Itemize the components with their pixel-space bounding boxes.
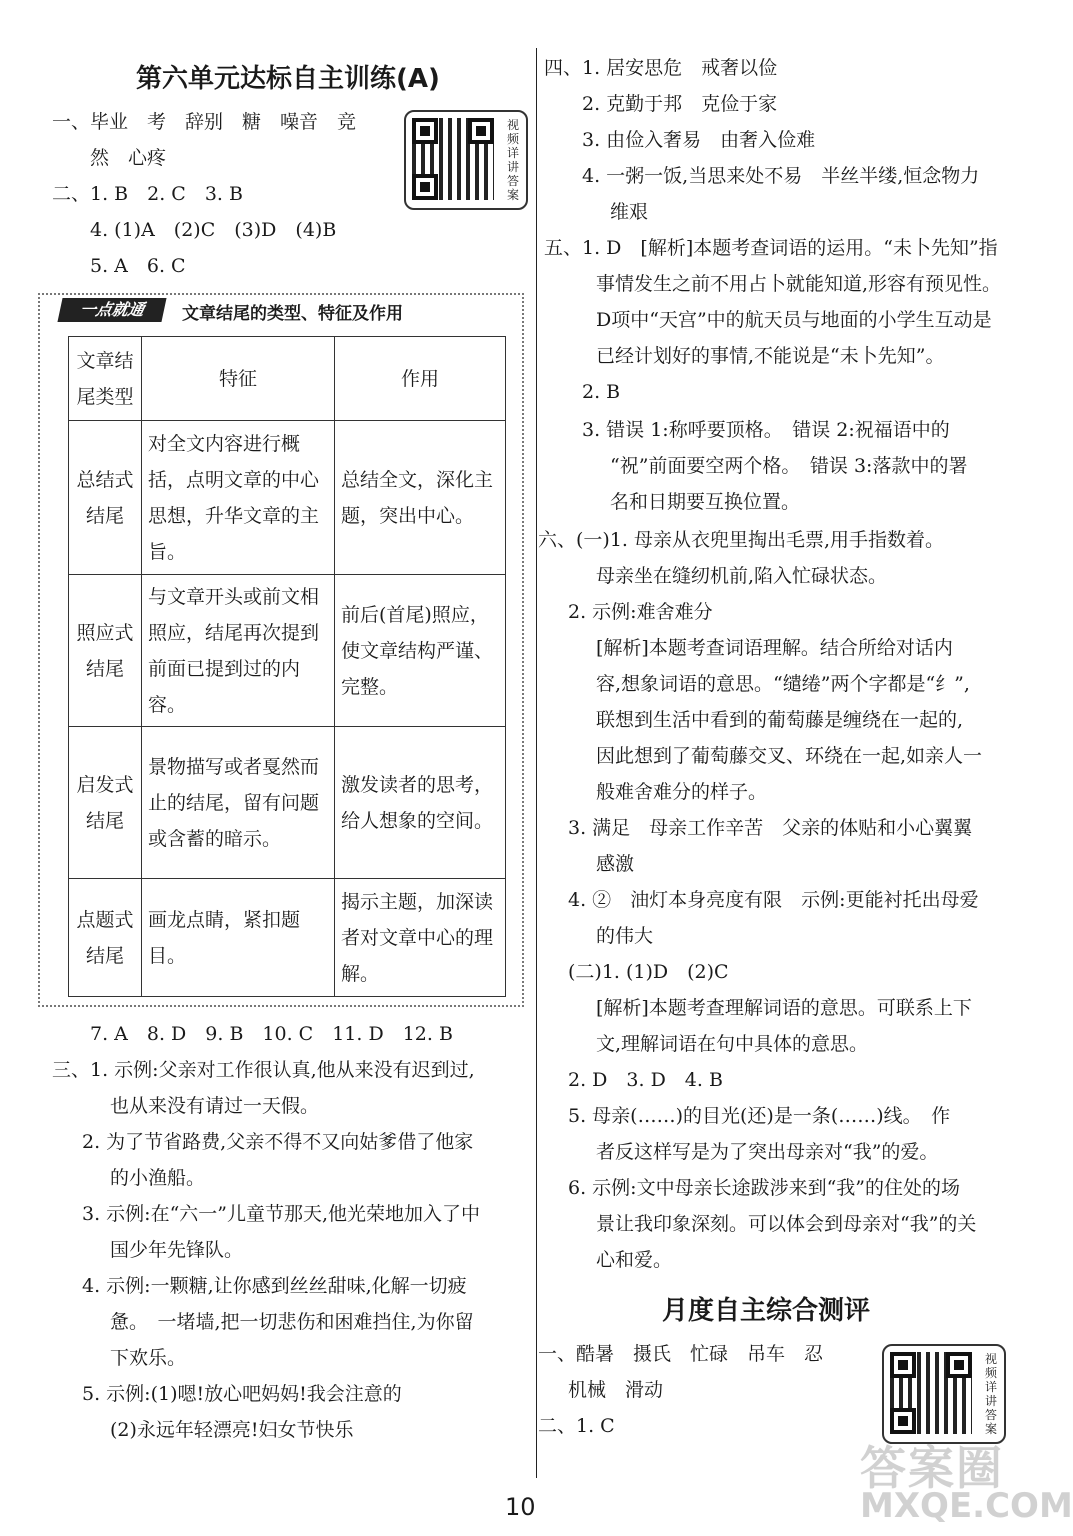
answer-line: 已经计划好的事情,不能说是“未卜先知”。 bbox=[596, 345, 945, 367]
qr-finder bbox=[890, 1352, 916, 1378]
table-cell: 画龙点睛，紧扣题目。 bbox=[142, 879, 335, 997]
answer-line: 2. 克勤于邦 克俭于家 bbox=[582, 93, 778, 115]
section-title: 第六单元达标自主训练(A) bbox=[136, 64, 440, 94]
answer-line: 然 心疼 bbox=[90, 147, 167, 169]
table-cell: 激发读者的思考，给人想象的空间。 bbox=[335, 727, 506, 879]
answer-line: 3. 错误 1:称呼要顶格。 错误 2:祝福语中的 bbox=[582, 419, 950, 441]
answer-line: 3. 示例:在“六一”儿童节那天,他光荣地加入了中 bbox=[82, 1203, 481, 1225]
answer-line: 文,理解词语在句中具体的意思。 bbox=[596, 1033, 869, 1055]
table-header: 文章结尾类型 bbox=[69, 337, 142, 421]
column-divider bbox=[536, 48, 537, 1478]
answer-line: 2. 为了节省路费,父亲不得不又向姑爹借了他家 bbox=[82, 1131, 474, 1153]
qr-finder bbox=[946, 1352, 972, 1378]
answer-line: 般难舍难分的样子。 bbox=[596, 781, 768, 803]
table-cell: 总结全文，深化主题，突出中心。 bbox=[335, 421, 506, 575]
qr-label: 视频详讲答案 bbox=[506, 118, 519, 202]
answer-line: 2. 示例:难舍难分 bbox=[568, 601, 713, 623]
answer-line: 感激 bbox=[596, 853, 635, 875]
answer-line: 也从来没有请过一天假。 bbox=[110, 1095, 320, 1117]
table-cell: 揭示主题，加深读者对文章中心的理解。 bbox=[335, 879, 506, 997]
answer-line: 景让我印象深刻。可以体会到母亲对“我”的关 bbox=[596, 1213, 977, 1235]
answer-line: 三、1. 示例:父亲对工作很认真,他从来没有迟到过, bbox=[52, 1059, 475, 1081]
tip-title: 文章结尾的类型、特征及作用 bbox=[182, 304, 403, 324]
answer-line: 2. D 3. D 4. B bbox=[568, 1069, 723, 1091]
table-cell: 点题式结尾 bbox=[69, 879, 142, 997]
answer-line: 惫。 一堵墙,把一切悲伤和困难挡住,为你留 bbox=[110, 1311, 474, 1333]
answer-line: 的小渔船。 bbox=[110, 1167, 206, 1189]
answer-line: 6. 示例:文中母亲长途跋涉来到“我”的住处的场 bbox=[568, 1177, 960, 1199]
answer-line: 联想到生活中看到的葡萄藤是缠绕在一起的, bbox=[596, 709, 964, 731]
qr-label: 视频详讲答案 bbox=[984, 1352, 997, 1436]
answer-line: 2. B bbox=[582, 381, 621, 403]
answer-line: 5. 示例:(1)嗯!放心吧妈妈!我会注意的 bbox=[82, 1383, 402, 1405]
answer-line: “祝”前面要空两个格。 错误 3:落款中的署 bbox=[610, 455, 968, 477]
table-row bbox=[69, 421, 506, 575]
answer-line: 名和日期要互换位置。 bbox=[610, 491, 801, 513]
answer-line: (二)1. (1)D (2)C bbox=[568, 961, 729, 983]
qr-finder bbox=[412, 174, 438, 200]
page-number: 10 bbox=[505, 1493, 536, 1521]
table-cell: 启发式结尾 bbox=[69, 727, 142, 879]
answer-line: 二、1. B 2. C 3. B bbox=[52, 183, 243, 205]
answer-line: 四、1. 居安思危 戒奢以俭 bbox=[544, 57, 778, 79]
table-header: 特征 bbox=[142, 337, 335, 421]
answer-line: 机械 滑动 bbox=[568, 1379, 664, 1401]
table-cell: 前后(首尾)照应，使文章结构严谨、完整。 bbox=[335, 575, 506, 727]
table-row bbox=[69, 727, 506, 879]
answer-line: D项中“天宫”中的航天员与地面的小学生互动是 bbox=[596, 309, 992, 331]
answer-line: 3. 由俭入奢易 由奢入俭难 bbox=[582, 129, 816, 151]
answer-line: 一、毕业 考 辞别 糖 噪音 竞 bbox=[52, 111, 357, 133]
qr-code[interactable] bbox=[404, 110, 528, 210]
answer-line: 者反这样写是为了突出母亲对“我”的爱。 bbox=[596, 1141, 939, 1163]
answer-line: (2)永远年轻漂亮!妇女节快乐 bbox=[110, 1419, 354, 1441]
answer-line: 维艰 bbox=[610, 201, 649, 223]
watermark-logo bbox=[850, 1432, 1073, 1528]
qr-code[interactable] bbox=[882, 1344, 1006, 1444]
answer-line: 一、酷暑 摄氏 忙碌 吊车 忍 bbox=[538, 1343, 824, 1365]
answer-line: 心和爱。 bbox=[596, 1249, 673, 1271]
answer-line: 4. ② 油灯本身亮度有限 示例:更能衬托出母爱 bbox=[568, 889, 979, 911]
table-row bbox=[69, 575, 506, 727]
answer-line: 4. 示例:一颗糖,让你感到丝丝甜味,化解一切疲 bbox=[82, 1275, 467, 1297]
answer-line: 因此想到了葡萄藤交叉、环绕在一起,如亲人一 bbox=[596, 745, 983, 767]
section-title: 月度自主综合测评 bbox=[662, 1296, 871, 1326]
answer-line: 下欢乐。 bbox=[110, 1347, 187, 1369]
table-cell: 对全文内容进行概括，点明文章的中心思想，升华文章的主旨。 bbox=[142, 421, 335, 575]
watermark-text: 答案圈 bbox=[860, 1441, 1004, 1495]
answer-line: 六、(一)1. 母亲从衣兜里掏出毛票,用手指数着。 bbox=[538, 529, 945, 551]
tip-badge: 一点就通 bbox=[57, 298, 166, 322]
answer-line: 国少年先锋队。 bbox=[110, 1239, 244, 1261]
table-header-row bbox=[69, 337, 506, 421]
table-header: 作用 bbox=[335, 337, 506, 421]
answer-line: 二、1. C bbox=[538, 1415, 615, 1437]
answer-line: 5. A 6. C bbox=[90, 255, 186, 277]
qr-finder bbox=[412, 118, 438, 144]
qr-finder bbox=[890, 1408, 916, 1434]
answer-line: 事情发生之前不用占卜就能知道,形容有预见性。 bbox=[596, 273, 1002, 295]
table-cell: 与文章开头或前文相照应，结尾再次提到前面已提到过的内容。 bbox=[142, 575, 335, 727]
answer-line: 容,想象词语的意思。“缱绻”两个字都是“纟”, bbox=[596, 673, 970, 695]
answer-line: 4. 一粥一饭,当思来处不易 半丝半缕,恒念物力 bbox=[582, 165, 980, 187]
table-cell: 总结式结尾 bbox=[69, 421, 142, 575]
answer-line: 五、1. D [解析]本题考查词语的运用。“未卜先知”指 bbox=[544, 237, 998, 259]
table-cell: 照应式结尾 bbox=[69, 575, 142, 727]
answer-line: 5. 母亲(……)的目光(还)是一条(……)线。 作 bbox=[568, 1105, 951, 1127]
table-cell: 景物描写或者戛然而止的结尾，留有问题或含蓄的暗示。 bbox=[142, 727, 335, 879]
answer-line: [解析]本题考查理解词语的意思。可联系上下 bbox=[596, 997, 972, 1019]
answer-line: 7. A 8. D 9. B 10. C 11. D 12. B bbox=[90, 1023, 453, 1045]
watermark-url: MXQE.COM bbox=[860, 1486, 1073, 1526]
answer-line: 3. 满足 母亲工作辛苦 父亲的体贴和小心翼翼 bbox=[568, 817, 973, 839]
answer-line: [解析]本题考查词语理解。结合所给对话内 bbox=[596, 637, 953, 659]
table-row bbox=[69, 879, 506, 997]
qr-finder bbox=[468, 118, 494, 144]
answer-line: 母亲坐在缝纫机前,陷入忙碌状态。 bbox=[596, 565, 888, 587]
answer-line: 的伟大 bbox=[596, 925, 654, 947]
answer-line: 4. (1)A (2)C (3)D (4)B bbox=[90, 219, 337, 241]
tip-table bbox=[68, 336, 506, 997]
